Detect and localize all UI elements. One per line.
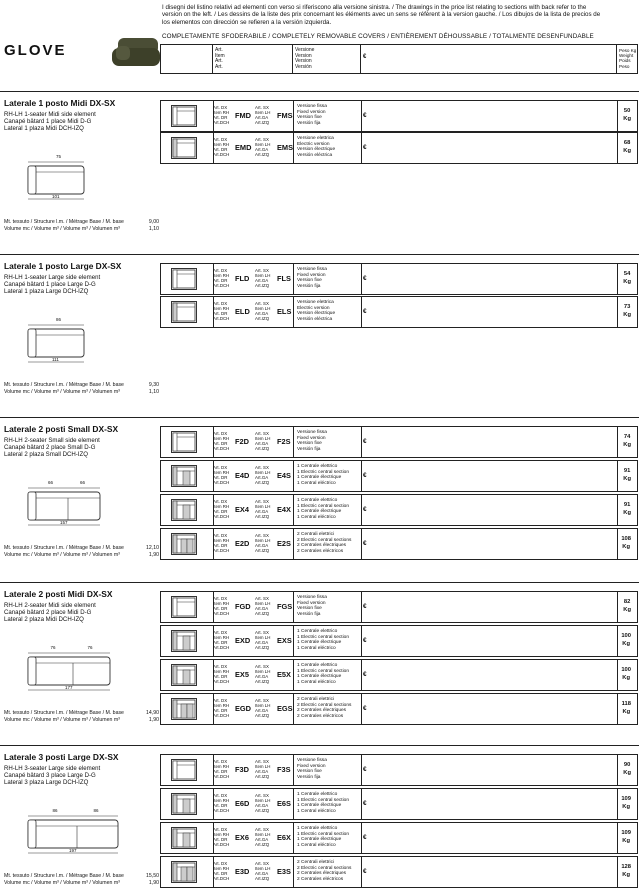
sx-label: Art. SX Item LH Art.GA Art.IZQ xyxy=(255,301,271,321)
version-text: 2 Centrali elettrici 2 Electric central sections 2 Centrales électriques 2 Centrales eléctricos xyxy=(297,697,352,719)
module-icon xyxy=(171,533,197,555)
column-rule xyxy=(293,823,294,853)
column-rule xyxy=(293,133,294,163)
dimension-total: 101 xyxy=(52,194,60,199)
section-description: RH-LH 3-seater Large side element Canapé bâtard 3 place Large D-G Lateral 3 plaza Large DCH-IZQ xyxy=(4,765,101,787)
code-sx: ELS xyxy=(277,307,292,316)
price-currency: € xyxy=(363,834,367,841)
price-currency: € xyxy=(363,637,367,644)
code-sx: E4X xyxy=(277,505,291,514)
version-text: Versione fissa Fixed version Version fixe Versión fija xyxy=(297,267,327,289)
weight-number: 54 xyxy=(623,271,631,277)
header-weight: Peso Kg Weight Poids Peso xyxy=(619,48,637,69)
column-rule xyxy=(617,529,618,559)
product-row xyxy=(160,822,638,854)
dimension-total: 157 xyxy=(60,520,68,525)
weight-value xyxy=(622,700,631,716)
product-row xyxy=(160,296,638,328)
column-rule xyxy=(617,857,618,887)
code-dx: EX5 xyxy=(235,670,249,679)
column-header xyxy=(160,44,638,74)
fabric-metrage xyxy=(4,710,159,717)
sx-label: Art. SX Item LH Art.GA Art.IZQ xyxy=(255,759,271,779)
product-row xyxy=(160,856,638,888)
column-rule xyxy=(293,427,294,457)
weight-number: 91 xyxy=(623,502,631,508)
version-text: 1 Centrale elettrico 1 Electric central section 1 Centrale électrique 1 Central eléctrico xyxy=(297,629,349,651)
brand-title: GLOVE xyxy=(4,42,67,59)
sx-label: Art. SX Item LH Art.GA Art.IZQ xyxy=(255,698,271,718)
section-description: RH-LH 2-seater Small side element Canapé bâtard 2 place Small D-G Lateral 2 plaza Small DCH-IZQ xyxy=(4,437,100,459)
module-icon xyxy=(171,630,197,652)
metrage-label: Mt. tessuto / Structure l.m. / Métrage Base / M. base xyxy=(4,545,124,551)
column-rule xyxy=(293,495,294,525)
dx-label: Art. DX Item RH Art. DR Art.DCH xyxy=(213,105,230,125)
column-rule xyxy=(617,101,618,131)
dx-label: Art. DX Item RH Art. DR Art.DCH xyxy=(213,698,230,718)
column-rule xyxy=(293,626,294,656)
weight-unit: Kg xyxy=(623,148,631,154)
product-row xyxy=(160,132,638,164)
column-rule xyxy=(617,660,618,690)
product-row xyxy=(160,460,638,492)
section-divider xyxy=(0,91,639,92)
section-divider xyxy=(0,745,639,746)
column-rule xyxy=(293,789,294,819)
column-rule xyxy=(293,694,294,724)
column-rule xyxy=(617,823,618,853)
sx-label: Art. SX Item LH Art.GA Art.IZQ xyxy=(255,596,271,616)
fabric-metrage xyxy=(4,382,159,389)
code-sx: FMS xyxy=(277,111,293,120)
column-rule xyxy=(361,789,362,819)
code-dx: E4D xyxy=(235,471,250,480)
product-row xyxy=(160,263,638,295)
sx-label: Art. SX Item LH Art.GA Art.IZQ xyxy=(255,861,271,881)
weight-value xyxy=(623,270,631,286)
column-rule xyxy=(617,461,618,491)
volume-label: Volume mc / Volume m³ / Volume m³ / Volumen m³ xyxy=(4,552,120,558)
weight-number: 109 xyxy=(621,830,631,836)
version-text: Versione elettrica Electric version Version électrique Versión eléctrica xyxy=(297,136,336,158)
code-dx: FGD xyxy=(235,602,251,611)
code-dx: EX4 xyxy=(235,505,249,514)
dx-label: Art. DX Item RH Art. DR Art.DCH xyxy=(213,301,230,321)
price-currency: € xyxy=(363,308,367,315)
weight-unit: Kg xyxy=(623,770,631,776)
dimension-label: 75 xyxy=(56,154,62,159)
weight-unit: Kg xyxy=(622,709,631,715)
column-rule xyxy=(293,101,294,131)
code-dx: EX6 xyxy=(235,833,249,842)
weight-unit: Kg xyxy=(623,476,631,482)
product-row xyxy=(160,591,638,623)
column-rule xyxy=(293,592,294,622)
weight-number: 73 xyxy=(623,304,631,310)
column-rule xyxy=(617,264,618,294)
column-rule xyxy=(293,755,294,785)
price-currency: € xyxy=(363,144,367,151)
weight-number: 91 xyxy=(623,468,631,474)
code-sx: EMS xyxy=(277,143,294,152)
section-title: Laterale 1 posto Midi DX-SX xyxy=(4,98,116,108)
column-rule xyxy=(361,495,362,525)
column-rule xyxy=(293,660,294,690)
product-row xyxy=(160,625,638,657)
volume-label: Volume mc / Volume m³ / Volume m³ / Volumen m³ xyxy=(4,880,120,886)
module-icon xyxy=(171,465,197,487)
column-rule xyxy=(617,626,618,656)
module-icon xyxy=(171,759,197,781)
module-icon xyxy=(171,137,197,159)
intro-note: I disegni del listino relativi ad elementi con verso si riferiscono alla versione sinistra. / The drawings in the price list relating to sections with back refer to the version on the left. / Les dessins de la liste des prix concernant les éléments avec un sens se réfèrent à la version gauche. / Los dibujos de la lista de precios de los elementos con dirección se refieren a la versión izquierda. xyxy=(162,4,601,26)
module-icon xyxy=(171,664,197,686)
weight-number: 74 xyxy=(623,434,631,440)
metrage-label: Mt. tessuto / Structure l.m. / Métrage Base / M. base xyxy=(4,219,124,225)
metrage-value: 9,30 xyxy=(148,382,159,388)
weight-unit: Kg xyxy=(623,510,631,516)
volume-value: 1,90 xyxy=(148,717,159,723)
dimension-label: 66 xyxy=(80,480,86,485)
weight-number: 82 xyxy=(623,599,631,605)
code-dx: FMD xyxy=(235,111,252,120)
section-description: RH-LH 1-seater Large side element Canapé bâtard 1 place Large D-G Lateral 1 plaza Large DCH-IZQ xyxy=(4,274,101,296)
code-sx: E6X xyxy=(277,833,291,842)
metrage-value: 15,50 xyxy=(146,873,159,879)
volume xyxy=(4,717,159,724)
column-rule xyxy=(293,264,294,294)
column-rule xyxy=(361,297,362,327)
price-currency: € xyxy=(363,705,367,712)
dx-label: Art. DX Item RH Art. DR Art.DCH xyxy=(213,596,230,616)
weight-value xyxy=(623,107,631,123)
column-rule xyxy=(361,133,362,163)
metrage-label: Mt. tessuto / Structure l.m. / Métrage Base / M. base xyxy=(4,710,124,716)
version-text: Versione fissa Fixed version Version fixe Versión fija xyxy=(297,104,327,126)
column-rule xyxy=(361,592,362,622)
dx-label: Art. DX Item RH Art. DR Art.DCH xyxy=(213,793,230,813)
module-icon xyxy=(171,105,197,127)
column-rule xyxy=(617,495,618,525)
price-currency: € xyxy=(363,438,367,445)
weight-unit: Kg xyxy=(623,442,631,448)
column-rule xyxy=(361,529,362,559)
version-text: 1 Centrale elettrico 1 Electric central section 1 Centrale électrique 1 Central eléctrico xyxy=(297,663,349,685)
weight-value xyxy=(621,795,631,811)
code-dx: EMD xyxy=(235,143,252,152)
version-text: 2 Centrali elettrici 2 Electric central sections 2 Centrales électriques 2 Centrales eléctricos xyxy=(297,860,352,882)
sx-label: Art. SX Item LH Art.GA Art.IZQ xyxy=(255,465,271,485)
code-sx: FGS xyxy=(277,602,293,611)
dx-label: Art. DX Item RH Art. DR Art.DCH xyxy=(213,465,230,485)
version-text: Versione fissa Fixed version Version fixe Versión fija xyxy=(297,430,327,452)
weight-number: 100 xyxy=(621,667,631,673)
weight-value xyxy=(621,535,631,551)
dx-label: Art. DX Item RH Art. DR Art.DCH xyxy=(213,827,230,847)
sx-label: Art. SX Item LH Art.GA Art.IZQ xyxy=(255,105,271,125)
section-divider xyxy=(0,417,639,418)
module-icon xyxy=(171,793,197,815)
version-text: Versione fissa Fixed version Version fixe Versión fija xyxy=(297,595,327,617)
version-text: Versione fissa Fixed version Version fixe Versión fija xyxy=(297,758,327,780)
sx-label: Art. SX Item LH Art.GA Art.IZQ xyxy=(255,268,271,288)
price-currency: € xyxy=(363,540,367,547)
weight-value xyxy=(623,761,631,777)
metrage-label: Mt. tessuto / Structure l.m. / Métrage Base / M. base xyxy=(4,382,124,388)
section-description: RH-LH 1-seater Midi side element Canapé bâtard 1 place Midi D-G Lateral 1 plaza Midi DCH-IZQ xyxy=(4,111,96,133)
product-row xyxy=(160,494,638,526)
dx-label: Art. DX Item RH Art. DR Art.DCH xyxy=(213,664,230,684)
section-description: RH-LH 2-seater Midi side element Canapé bâtard 2 place Midi D-G Lateral 2 plaza Midi DCH-IZQ xyxy=(4,602,96,624)
weight-value xyxy=(623,139,631,155)
code-sx: E3S xyxy=(277,867,291,876)
code-sx: F2S xyxy=(277,437,291,446)
metrage-label: Mt. tessuto / Structure l.m. / Métrage Base / M. base xyxy=(4,873,124,879)
dimension-total: 197 xyxy=(69,848,77,853)
sx-label: Art. SX Item LH Art.GA Art.IZQ xyxy=(255,533,271,553)
volume-value: 1,90 xyxy=(148,552,159,558)
module-icon xyxy=(171,861,197,883)
weight-unit: Kg xyxy=(623,312,631,318)
column-rule xyxy=(361,626,362,656)
weight-value xyxy=(621,632,631,648)
weight-unit: Kg xyxy=(622,641,631,647)
module-icon xyxy=(171,301,197,323)
metrage-value: 9,00 xyxy=(148,219,159,225)
code-dx: ELD xyxy=(235,307,250,316)
dimension-total: 177 xyxy=(65,685,73,690)
weight-number: 50 xyxy=(623,108,631,114)
price-currency: € xyxy=(363,472,367,479)
dimension-label: 76 xyxy=(50,645,56,650)
column-rule xyxy=(293,297,294,327)
sofa-thumbnail xyxy=(112,34,160,68)
section-title: Laterale 2 posti Midi DX-SX xyxy=(4,589,113,599)
fabric-metrage xyxy=(4,219,159,226)
section-title: Laterale 1 posto Large DX-SX xyxy=(4,261,122,271)
dimension-label: 76 xyxy=(87,645,93,650)
weight-value xyxy=(623,303,631,319)
code-dx: FLD xyxy=(235,274,250,283)
column-rule xyxy=(617,133,618,163)
weight-value xyxy=(623,501,631,517)
code-dx: EGD xyxy=(235,704,252,713)
code-sx: E4S xyxy=(277,471,291,480)
weight-number: 90 xyxy=(623,762,631,768)
weight-unit: Kg xyxy=(622,804,631,810)
column-rule xyxy=(361,660,362,690)
dx-label: Art. DX Item RH Art. DR Art.DCH xyxy=(213,861,230,881)
weight-number: 118 xyxy=(621,701,631,707)
volume-label: Volume mc / Volume m³ / Volume m³ / Volumen m³ xyxy=(4,389,120,395)
product-row xyxy=(160,528,638,560)
section-divider xyxy=(0,254,639,255)
weight-value xyxy=(623,467,631,483)
code-dx: E3D xyxy=(235,867,250,876)
sx-label: Art. SX Item LH Art.GA Art.IZQ xyxy=(255,827,271,847)
fabric-metrage xyxy=(4,545,159,552)
weight-value xyxy=(621,666,631,682)
code-sx: E5X xyxy=(277,670,291,679)
weight-number: 128 xyxy=(621,864,631,870)
volume xyxy=(4,552,159,559)
column-rule xyxy=(361,694,362,724)
column-rule xyxy=(361,755,362,785)
product-row xyxy=(160,693,638,725)
version-text: Versione elettrica Electric version Version électrique Versión eléctrica xyxy=(297,300,336,322)
weight-number: 108 xyxy=(621,536,631,542)
dimension-label: 86 xyxy=(52,808,58,813)
product-row xyxy=(160,100,638,132)
module-icon xyxy=(171,499,197,521)
dx-label: Art. DX Item RH Art. DR Art.DCH xyxy=(213,533,230,553)
price-currency: € xyxy=(363,800,367,807)
header-version: Versione Version Version Versión xyxy=(293,45,361,73)
section-title: Laterale 2 posti Small DX-SX xyxy=(4,424,119,434)
product-row xyxy=(160,659,638,691)
column-rule xyxy=(361,264,362,294)
column-rule xyxy=(617,694,618,724)
column-rule xyxy=(293,529,294,559)
code-dx: E2D xyxy=(235,539,250,548)
price-currency: € xyxy=(363,275,367,282)
weight-value xyxy=(623,433,631,449)
column-rule xyxy=(361,857,362,887)
weight-unit: Kg xyxy=(622,872,631,878)
metrage-value: 12,10 xyxy=(146,545,159,551)
section-title: Laterale 3 posti Large DX-SX xyxy=(4,752,119,762)
volume-value: 1,10 xyxy=(148,226,159,232)
volume xyxy=(4,389,159,396)
version-text: 1 Centrale elettrico 1 Electric central section 1 Centrale électrique 1 Central eléctrico xyxy=(297,498,349,520)
column-rule xyxy=(361,427,362,457)
weight-number: 100 xyxy=(621,633,631,639)
dimension-label: 86 xyxy=(93,808,99,813)
volume-value: 1,90 xyxy=(148,880,159,886)
price-currency: € xyxy=(363,766,367,773)
module-icon xyxy=(171,596,197,618)
weight-number: 109 xyxy=(621,796,631,802)
module-icon xyxy=(171,268,197,290)
code-dx: F2D xyxy=(235,437,249,446)
version-text: 2 Centrali elettrici 2 Electric central sections 2 Centrales électriques 2 Centrales eléctricos xyxy=(297,532,352,554)
sx-label: Art. SX Item LH Art.GA Art.IZQ xyxy=(255,664,271,684)
column-rule xyxy=(293,461,294,491)
dimension-label: 66 xyxy=(48,480,54,485)
code-sx: E6S xyxy=(277,799,291,808)
weight-value xyxy=(623,598,631,614)
column-rule xyxy=(361,461,362,491)
code-sx: EGS xyxy=(277,704,293,713)
volume-label: Volume mc / Volume m³ / Volume m³ / Volumen m³ xyxy=(4,717,120,723)
weight-value xyxy=(621,863,631,879)
sx-label: Art. SX Item LH Art.GA Art.IZQ xyxy=(255,431,271,451)
code-sx: FLS xyxy=(277,274,291,283)
column-rule xyxy=(361,101,362,131)
weight-number: 68 xyxy=(623,140,631,146)
price-currency: € xyxy=(363,868,367,875)
header-art: Art. Item Art. Art. xyxy=(213,45,293,73)
weight-unit: Kg xyxy=(622,838,631,844)
price-currency: € xyxy=(363,603,367,610)
dimension-label: 86 xyxy=(56,317,62,322)
module-icon xyxy=(171,698,197,720)
code-sx: F3S xyxy=(277,765,291,774)
weight-unit: Kg xyxy=(622,544,631,550)
module-icon xyxy=(171,827,197,849)
section-divider xyxy=(0,582,639,583)
weight-unit: Kg xyxy=(623,279,631,285)
column-rule xyxy=(617,427,618,457)
weight-unit: Kg xyxy=(623,607,631,613)
dx-label: Art. DX Item RH Art. DR Art.DCH xyxy=(213,759,230,779)
column-rule xyxy=(361,823,362,853)
fabric-metrage xyxy=(4,873,159,880)
price-currency: € xyxy=(363,112,367,119)
sx-label: Art. SX Item LH Art.GA Art.IZQ xyxy=(255,499,271,519)
sx-label: Art. SX Item LH Art.GA Art.IZQ xyxy=(255,137,271,157)
price-currency: € xyxy=(363,671,367,678)
code-dx: E6D xyxy=(235,799,250,808)
version-text: 1 Centrale elettrico 1 Electric central section 1 Centrale électrique 1 Central eléctrico xyxy=(297,464,349,486)
dimension-total: 111 xyxy=(52,357,59,362)
volume xyxy=(4,226,159,233)
volume-label: Volume mc / Volume m³ / Volume m³ / Volumen m³ xyxy=(4,226,120,232)
dx-label: Art. DX Item RH Art. DR Art.DCH xyxy=(213,268,230,288)
column-rule xyxy=(617,789,618,819)
product-row xyxy=(160,754,638,786)
column-rule xyxy=(617,297,618,327)
weight-unit: Kg xyxy=(623,116,631,122)
code-sx: EXS xyxy=(277,636,292,645)
code-sx: E2S xyxy=(277,539,291,548)
header-price: € xyxy=(361,45,617,73)
price-currency: € xyxy=(363,506,367,513)
volume-value: 1,10 xyxy=(148,389,159,395)
subtitle: COMPLETAMENTE SFODERABILE / COMPLETELY REMOVABLE COVERS / ENTIÈREMENT DÉHOUSSABLE / TOTALMENTE DESENFUNDABLE xyxy=(162,33,594,40)
module-icon xyxy=(171,431,197,453)
column-rule xyxy=(617,755,618,785)
version-text: 1 Centrale elettrico 1 Electric central section 1 Centrale électrique 1 Central eléctrico xyxy=(297,826,349,848)
dx-label: Art. DX Item RH Art. DR Art.DCH xyxy=(213,137,230,157)
metrage-value: 14,90 xyxy=(146,710,159,716)
product-row xyxy=(160,788,638,820)
sx-label: Art. SX Item LH Art.GA Art.IZQ xyxy=(255,630,271,650)
sx-label: Art. SX Item LH Art.GA Art.IZQ xyxy=(255,793,271,813)
version-text: 1 Centrale elettrico 1 Electric central section 1 Centrale électrique 1 Central eléctrico xyxy=(297,792,349,814)
dx-label: Art. DX Item RH Art. DR Art.DCH xyxy=(213,630,230,650)
weight-unit: Kg xyxy=(622,675,631,681)
column-rule xyxy=(293,857,294,887)
volume xyxy=(4,880,159,887)
code-dx: F3D xyxy=(235,765,249,774)
dx-label: Art. DX Item RH Art. DR Art.DCH xyxy=(213,431,230,451)
product-row xyxy=(160,426,638,458)
code-dx: EXD xyxy=(235,636,251,645)
dx-label: Art. DX Item RH Art. DR Art.DCH xyxy=(213,499,230,519)
column-rule xyxy=(617,592,618,622)
weight-value xyxy=(621,829,631,845)
